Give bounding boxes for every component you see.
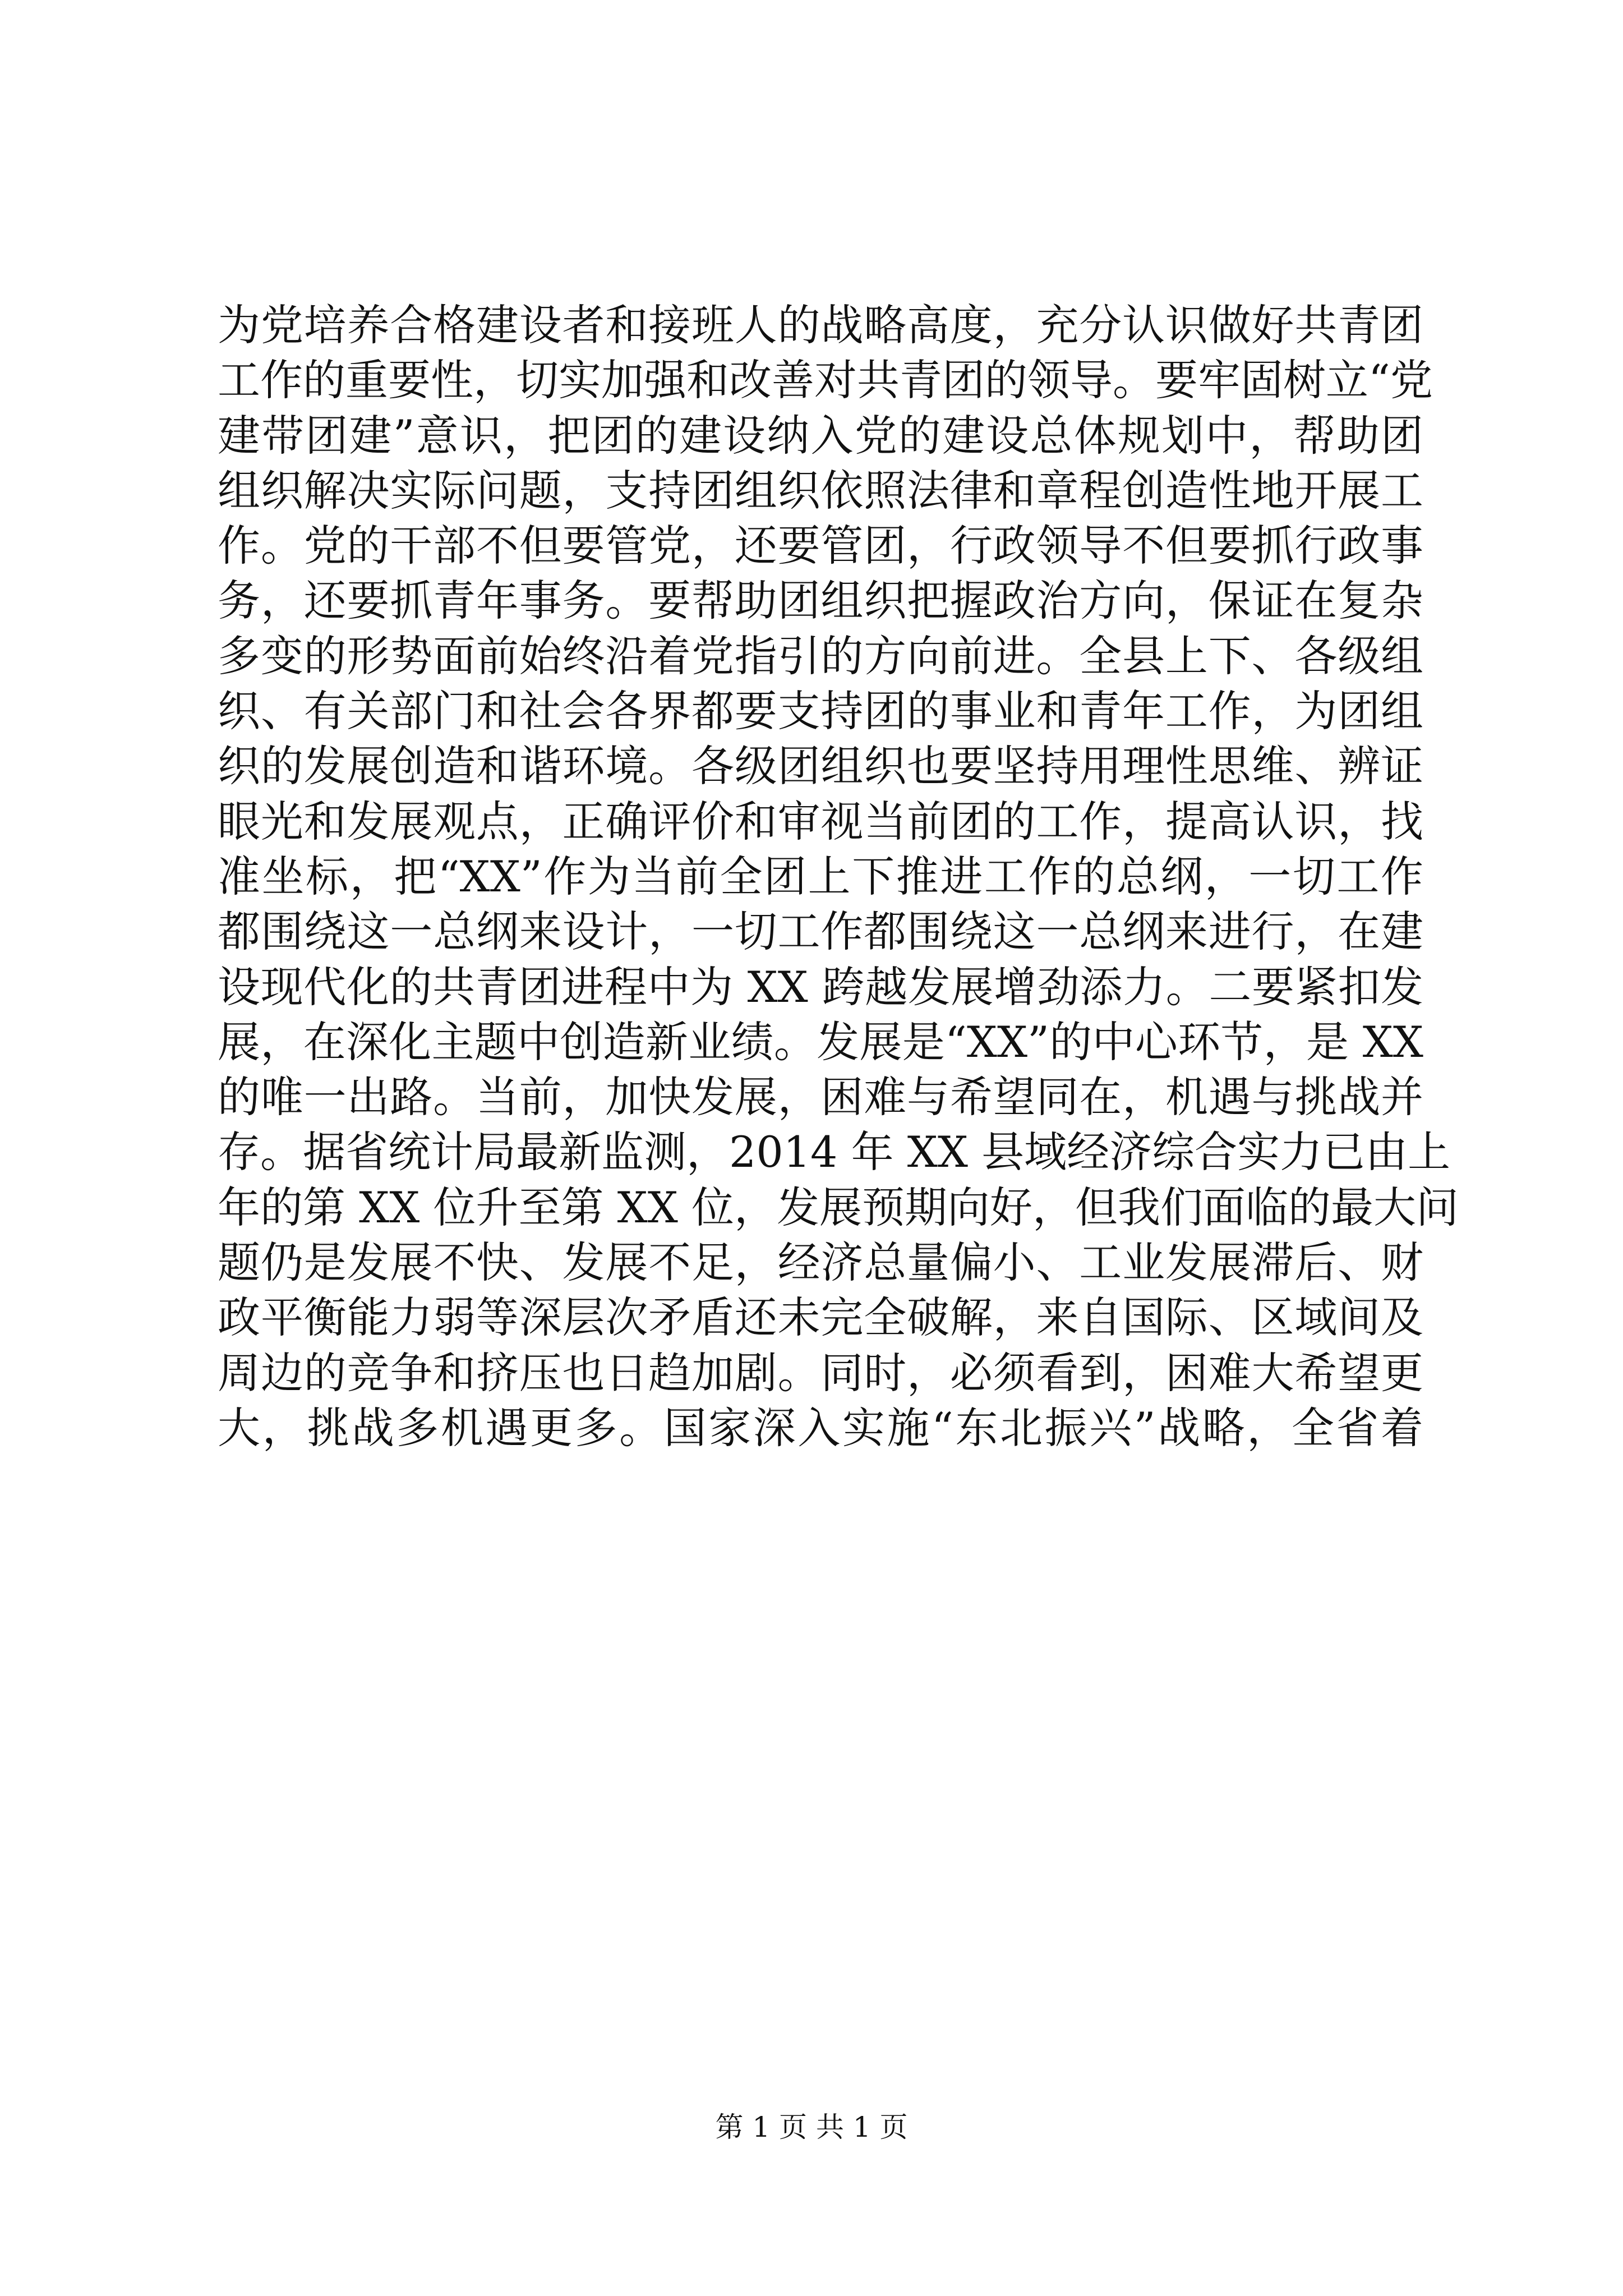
text-line: 组织解决实际问题，支持团组织依照法律和章程创造性地开展工 (218, 465, 1423, 516)
text-line: 建带团建”意识，把团的建设纳入党的建设总体规划中，帮助团 (218, 410, 1423, 461)
text-line: 眼光和发展观点，正确评价和审视当前团的工作，提高认识，找 (218, 796, 1423, 846)
text-line: 题仍是发展不快、发展不足，经济总量偏小、工业发展滞后、财 (218, 1237, 1423, 1288)
body-paragraph (218, 298, 1459, 1456)
text-line: 的唯一出路。当前，加快发展，困难与希望同在，机遇与挑战并 (218, 1072, 1423, 1122)
text-line: 准坐标，把“XX”作为当前全团上下推进工作的总纲，一切工作 (218, 851, 1423, 901)
text-line: 务，还要抓青年事务。要帮助团组织把握政治方向，保证在复杂 (218, 576, 1423, 626)
text-line: 设现代化的共青团进程中为 XX 跨越发展增劲添力。二要紧扣发 (218, 961, 1423, 1012)
text-line: 都围绕这一总纲来设计，一切工作都围绕这一总纲来进行，在建 (218, 907, 1423, 957)
text-line: 为党培养合格建设者和接班人的战略高度，充分认识做好共青团 (218, 300, 1423, 350)
text-line: 工作的重要性，切实加强和改善对共青团的领导。要牢固树立“党 (218, 355, 1433, 406)
text-line: 多变的形势面前始终沿着党指引的方向前进。全县上下、各级组 (218, 631, 1423, 681)
text-line: 展，在深化主题中创造新业绩。发展是“XX”的中心环节，是 XX (218, 1016, 1423, 1067)
text-line: 政平衡能力弱等深层次矛盾还未完全破解，来自国际、区域间及 (218, 1292, 1423, 1343)
text-line: 织的发展创造和谐环境。各级团组织也要坚持用理性思维、辨证 (218, 741, 1423, 792)
page-number-footer: 第 1 页 共 1 页 (715, 2111, 908, 2143)
text-line: 大，挑战多机遇更多。国家深入实施“东北振兴”战略，全省着 (218, 1402, 1423, 1453)
text-line: 作。党的干部不但要管党，还要管团，行政领导不但要抓行政事 (218, 521, 1423, 571)
text-line: 周边的竞争和挤压也日趋加剧。同时，必须看到，困难大希望更 (218, 1347, 1423, 1398)
text-line: 存。据省统计局最新监测，2014 年 XX 县域经济综合实力已由上 (218, 1127, 1451, 1177)
text-line: 年的第 XX 位升至第 XX 位，发展预期向好，但我们面临的最大问 (218, 1182, 1459, 1232)
text-line: 织、有关部门和社会各界都要支持团的事业和青年工作，为团组 (218, 686, 1423, 737)
